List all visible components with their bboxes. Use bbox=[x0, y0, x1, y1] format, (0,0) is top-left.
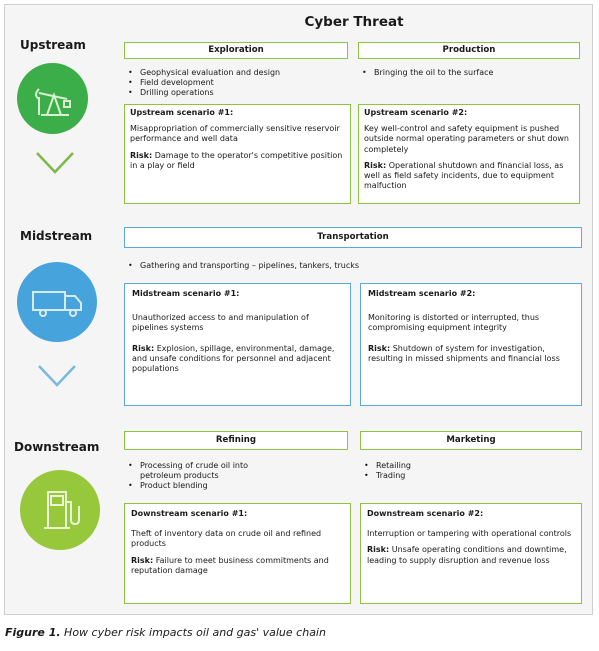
diagram-title: Cyber Threat bbox=[304, 14, 404, 30]
downstream-circle bbox=[20, 470, 100, 550]
stage-label-midstream: Midstream bbox=[20, 229, 93, 243]
risk-text: Operational shutdown and financial loss, as well as field safety incidents, due to equipment malfuction bbox=[364, 160, 564, 191]
caption-label: Figure 1. bbox=[5, 626, 61, 639]
risk-text: Explosion, spillage, environmental, damage, and unsafe conditions for personnel and adjacent populations bbox=[132, 343, 335, 374]
exploration-header: Exploration bbox=[124, 42, 348, 59]
risk-label: Risk: bbox=[130, 150, 153, 160]
scenario-body: Interruption or tampering with operational controls bbox=[367, 529, 572, 539]
oil-pump-icon bbox=[17, 63, 88, 134]
list-item: • Bringing the oil to the surface bbox=[358, 68, 580, 78]
transportation-header: Transportation bbox=[124, 227, 582, 248]
risk-text: Damage to the operator's competitive position in a play or field bbox=[130, 150, 343, 170]
list-item: • Retailing bbox=[360, 461, 582, 471]
scenario-title: Upstream scenario #1: bbox=[130, 108, 234, 117]
production-header: Production bbox=[358, 42, 580, 59]
scenario-title: Downstream scenario #1: bbox=[131, 509, 248, 518]
risk-label: Risk: bbox=[367, 545, 390, 555]
figure-caption bbox=[5, 626, 326, 639]
marketing-header: Marketing bbox=[360, 431, 582, 450]
risk-label: Risk: bbox=[132, 343, 155, 353]
scenario-body: Misappropriation of commercially sensitive reservoir performance and well data bbox=[130, 124, 340, 144]
risk-text: Shutdown of system for investigation, resulting in missed shipments and financial loss bbox=[368, 343, 560, 363]
scenario-title: Midstream scenario #2: bbox=[368, 289, 476, 298]
midstream-scenario-2 bbox=[360, 283, 582, 406]
list-item: • Trading bbox=[360, 471, 582, 481]
refining-bullets bbox=[124, 461, 324, 492]
list-item: • Gathering and transporting – pipelines, tankers, trucks bbox=[124, 261, 580, 271]
downstream-scenario-2 bbox=[360, 503, 582, 604]
midstream-circle bbox=[17, 262, 97, 342]
scenario-title: Upstream scenario #2: bbox=[364, 108, 468, 117]
production-bullets bbox=[358, 68, 580, 78]
scenario-body: Theft of inventory data on crude oil and refined products bbox=[131, 529, 322, 549]
risk-label: Risk: bbox=[131, 555, 154, 565]
risk-text: Failure to meet business commitments and reputation damage bbox=[131, 555, 329, 575]
scenario-title: Midstream scenario #1: bbox=[132, 289, 240, 298]
risk-label: Risk: bbox=[368, 343, 391, 353]
stage-label-downstream: Downstream bbox=[14, 440, 100, 454]
list-item: • Geophysical evaluation and design bbox=[124, 68, 348, 78]
stage-label-upstream: Upstream bbox=[20, 38, 86, 52]
exploration-bullets bbox=[124, 68, 348, 99]
fuel-pump-icon bbox=[20, 470, 100, 550]
list-item: • Product blending bbox=[124, 481, 324, 491]
scenario-title: Downstream scenario #2: bbox=[367, 509, 484, 518]
caption-text: How cyber risk impacts oil and gas' value chain bbox=[60, 626, 326, 639]
upstream-scenario-2 bbox=[358, 104, 580, 204]
truck-icon bbox=[17, 262, 97, 342]
scenario-body: Key well-control and safety equipment is pushed outside normal operating parameters or shut down completely bbox=[364, 124, 569, 154]
scenario-body: Monitoring is distorted or interrupted, thus compromising equipment integrity bbox=[368, 313, 540, 333]
risk-label: Risk: bbox=[364, 160, 387, 170]
chevron-down-icon bbox=[37, 363, 77, 389]
refining-header: Refining bbox=[124, 431, 348, 450]
upstream-scenario-1 bbox=[124, 104, 351, 204]
upstream-circle bbox=[17, 63, 88, 134]
midstream-scenario-1 bbox=[124, 283, 351, 406]
scenario-body: Unauthorized access to and manipulation of pipelines systems bbox=[132, 313, 309, 333]
marketing-bullets bbox=[360, 461, 582, 481]
downstream-scenario-1 bbox=[124, 503, 351, 604]
list-item: • Drilling operations bbox=[124, 88, 348, 98]
list-item: • Processing of crude oil into petroleum products bbox=[124, 461, 324, 481]
chevron-down-icon bbox=[35, 150, 75, 176]
transportation-bullets bbox=[124, 261, 580, 271]
risk-text: Unsafe operating conditions and downtime, leading to supply disruption and revenue loss bbox=[367, 545, 567, 565]
list-item: • Field development bbox=[124, 78, 348, 88]
